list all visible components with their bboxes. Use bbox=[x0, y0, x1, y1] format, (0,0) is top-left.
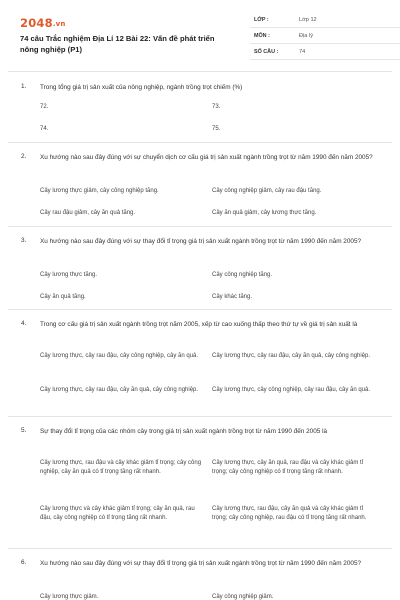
answer-option[interactable]: Cây lương thực giảm, cây công nghiệp tăng. bbox=[40, 188, 159, 194]
meta-row-count bbox=[250, 44, 400, 60]
meta-key: SỐ CÂU : bbox=[254, 49, 279, 55]
answer-option[interactable]: 73. bbox=[212, 104, 221, 110]
meta-value: 74 bbox=[299, 49, 306, 55]
answer-option[interactable]: Cây lương thực tăng. bbox=[40, 272, 97, 278]
answer-option[interactable]: 75. bbox=[212, 126, 221, 132]
question-text: Xu hướng nào sau đây đúng với sự chuyển dịch cơ cấu giá trị sản xuất ngành trồng trọt từ năm 1990 đến năm 2005? bbox=[40, 154, 373, 161]
question-number: 3. bbox=[21, 237, 27, 244]
question-divider bbox=[8, 142, 392, 143]
question-text: Sự thay đổi tỉ trọng của các nhóm cây trong giá trị sản xuất ngành trồng trọt từ năm 1990 đến 2005 là bbox=[40, 428, 328, 435]
answer-option[interactable]: Cây ăn quả tăng. bbox=[40, 294, 86, 300]
logo-text: 2048 bbox=[20, 16, 53, 30]
answer-option[interactable]: Cây công nghiệp tăng. bbox=[212, 272, 273, 278]
answer-option[interactable]: Cây lương thực, cây rau đậu, cây công nghiệp, cây ăn quả. bbox=[40, 353, 199, 359]
question-text: Trong tổng giá trị sản xuất của nông nghiệp, ngành trồng trọt chiếm (%) bbox=[40, 84, 243, 91]
meta-table bbox=[250, 12, 400, 60]
answer-option[interactable]: Cây lương thực, rau đậu và cây khác giảm tỉ trọng; cây công nghiệp, cây ăn quả có tỉ trọng tăng rất nhanh. bbox=[40, 460, 202, 476]
question-divider bbox=[8, 548, 392, 549]
meta-key: MÔN : bbox=[254, 33, 270, 39]
question-text: Trong cơ cấu giá trị sản xuất ngành trồng trọt năm 2005, xếp từ cao xuống thấp theo thứ tự về giá trị sản xuất là bbox=[40, 321, 358, 328]
document-title: 74 câu Trắc nghiệm Địa Lí 12 Bài 22: Vấn đề phát triển nông nghiệp (P1) bbox=[20, 34, 215, 54]
answer-option[interactable]: Cây lương thực giảm. bbox=[40, 594, 99, 600]
answer-option[interactable]: 72. bbox=[40, 104, 49, 110]
logo-tld: .vn bbox=[52, 20, 66, 28]
meta-key: LỚP : bbox=[254, 17, 269, 23]
answer-option[interactable]: Cây lương thực, cây rau đậu, cây ăn quả, cây công nghiệp. bbox=[40, 387, 199, 393]
question-number: 6. bbox=[21, 559, 27, 566]
question-text: Xu hướng nào sau đây đúng với sự thay đổi tỉ trọng giá trị sản xuất ngành trồng trọt từ năm 1990 đến năm 2005? bbox=[40, 238, 362, 245]
meta-value: Địa lý bbox=[299, 33, 313, 39]
meta-row-subject bbox=[250, 28, 400, 44]
header-divider bbox=[8, 71, 392, 72]
meta-row-grade bbox=[250, 12, 400, 28]
question-divider bbox=[8, 416, 392, 417]
answer-option[interactable]: Cây khác tăng. bbox=[212, 294, 253, 300]
answer-option[interactable]: Cây lương thực, cây rau đậu, cây ăn quả, cây công nghiệp. bbox=[212, 353, 371, 359]
question-number: 4. bbox=[21, 320, 27, 327]
answer-option[interactable]: Cây lương thực, cây công nghiệp, cây rau đậu, cây ăn quả. bbox=[212, 387, 371, 393]
answer-option[interactable]: Cây lương thực, cây ăn quả, rau đậu và cây khác giảm tỉ trọng; cây công nghiệp có tỉ trọng tăng rất nhanh. bbox=[212, 460, 364, 476]
question-text: Xu hướng nào sau đây đúng với sự thay đổi tỉ trọng giá trị sản xuất ngành trồng trọt từ năm 1990 đến năm 2005? bbox=[40, 560, 362, 567]
answer-option[interactable]: Cây ăn quả giảm, cây lương thực tăng. bbox=[212, 210, 317, 216]
question-divider bbox=[8, 226, 392, 227]
document-header bbox=[16, 12, 384, 62]
answer-option[interactable]: Cây lương thực, rau đậu, cây ăn quả và cây khác giảm tỉ trọng; cây công nghiệp, rau đậu có tỉ trọng tăng rất nhanh. bbox=[212, 506, 367, 522]
answer-option[interactable]: Cây lương thực và cây khác giảm tỉ trọng; cây ăn quả, rau đậu, cây công nghiệp có tỉ trọng tăng rất nhanh. bbox=[40, 506, 195, 522]
answer-option[interactable]: Cây công nghiệp giảm, cây rau đậu tăng. bbox=[212, 188, 322, 194]
meta-value: Lớp 12 bbox=[299, 17, 317, 23]
question-divider bbox=[8, 309, 392, 310]
answer-option[interactable]: 74. bbox=[40, 126, 49, 132]
site-logo[interactable] bbox=[20, 16, 66, 30]
answer-option[interactable]: Cây rau đậu giảm, cây ăn quả tăng. bbox=[40, 210, 136, 216]
question-number: 2. bbox=[21, 153, 27, 160]
question-number: 1. bbox=[21, 83, 27, 90]
answer-option[interactable]: Cây công nghiệp giảm. bbox=[212, 594, 274, 600]
question-number: 5. bbox=[21, 427, 27, 434]
